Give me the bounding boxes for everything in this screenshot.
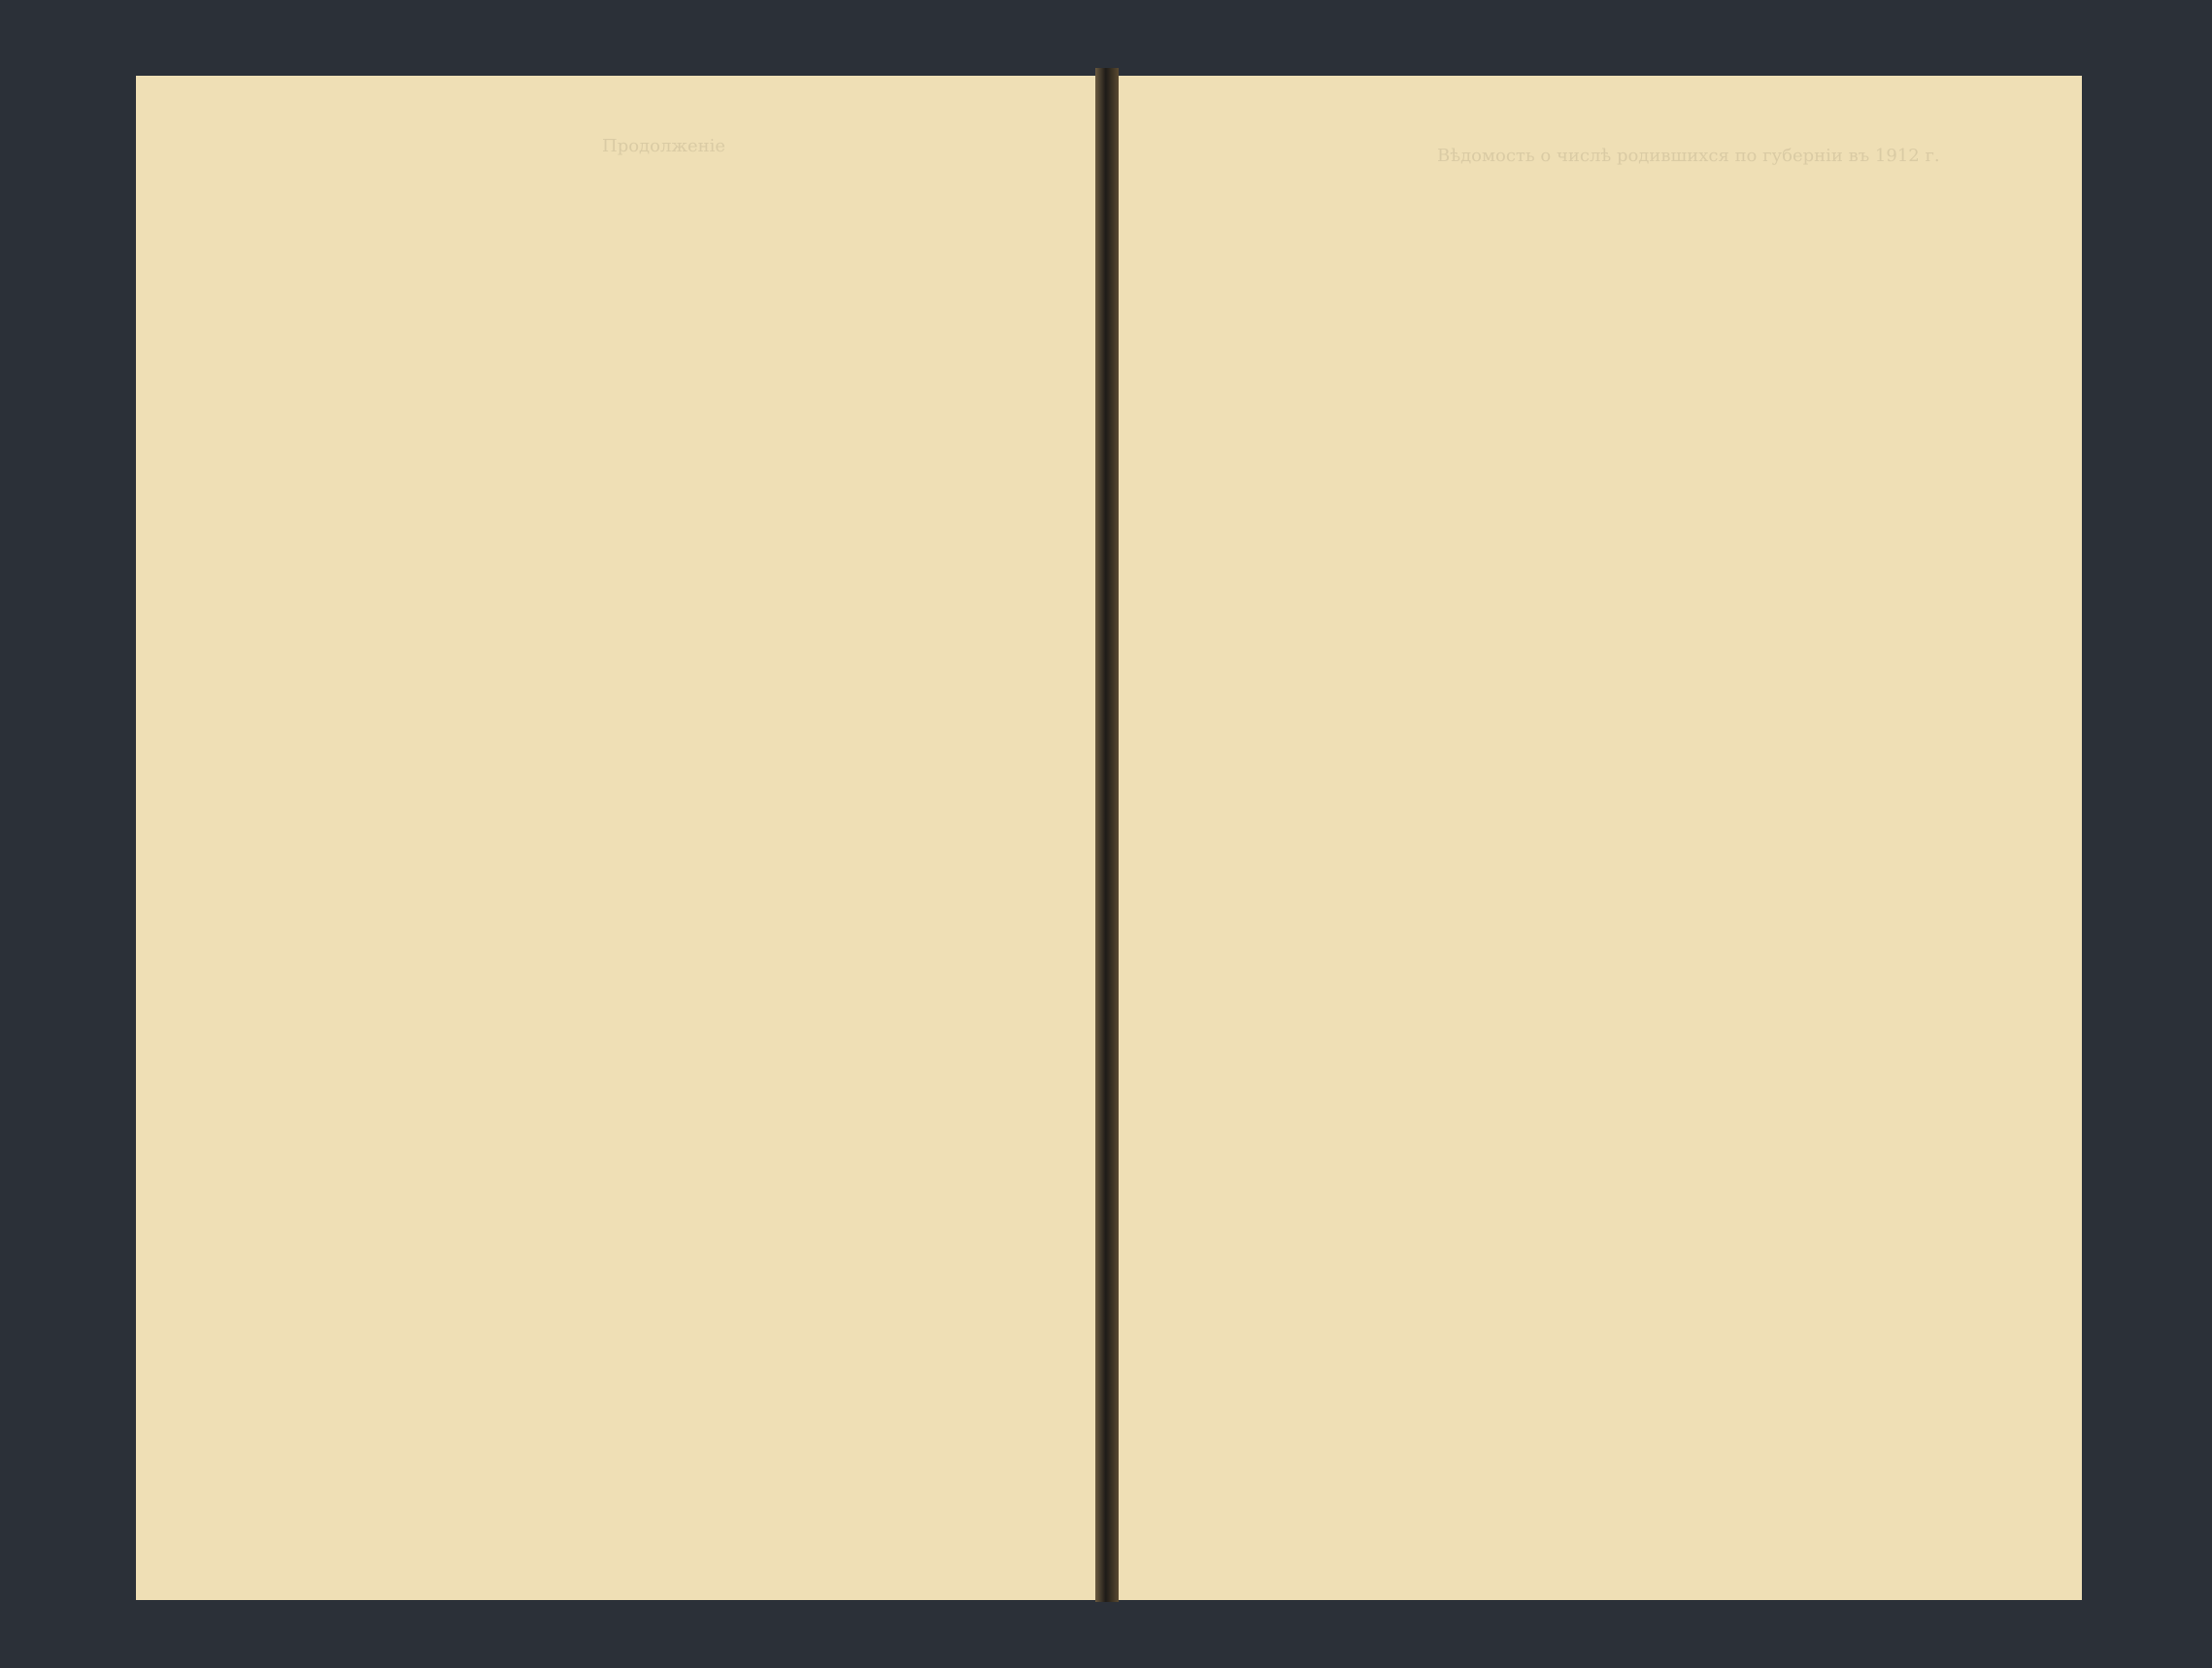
left-page: [136, 76, 1097, 1600]
bleed-through-text: Продолженіе: [602, 136, 726, 156]
book-spine: [1095, 68, 1119, 1602]
right-page: [1115, 76, 2082, 1600]
bleed-through-text: Вѣдомость о числѣ родившихся по губерніи въ 1912 г.: [1437, 146, 1940, 166]
